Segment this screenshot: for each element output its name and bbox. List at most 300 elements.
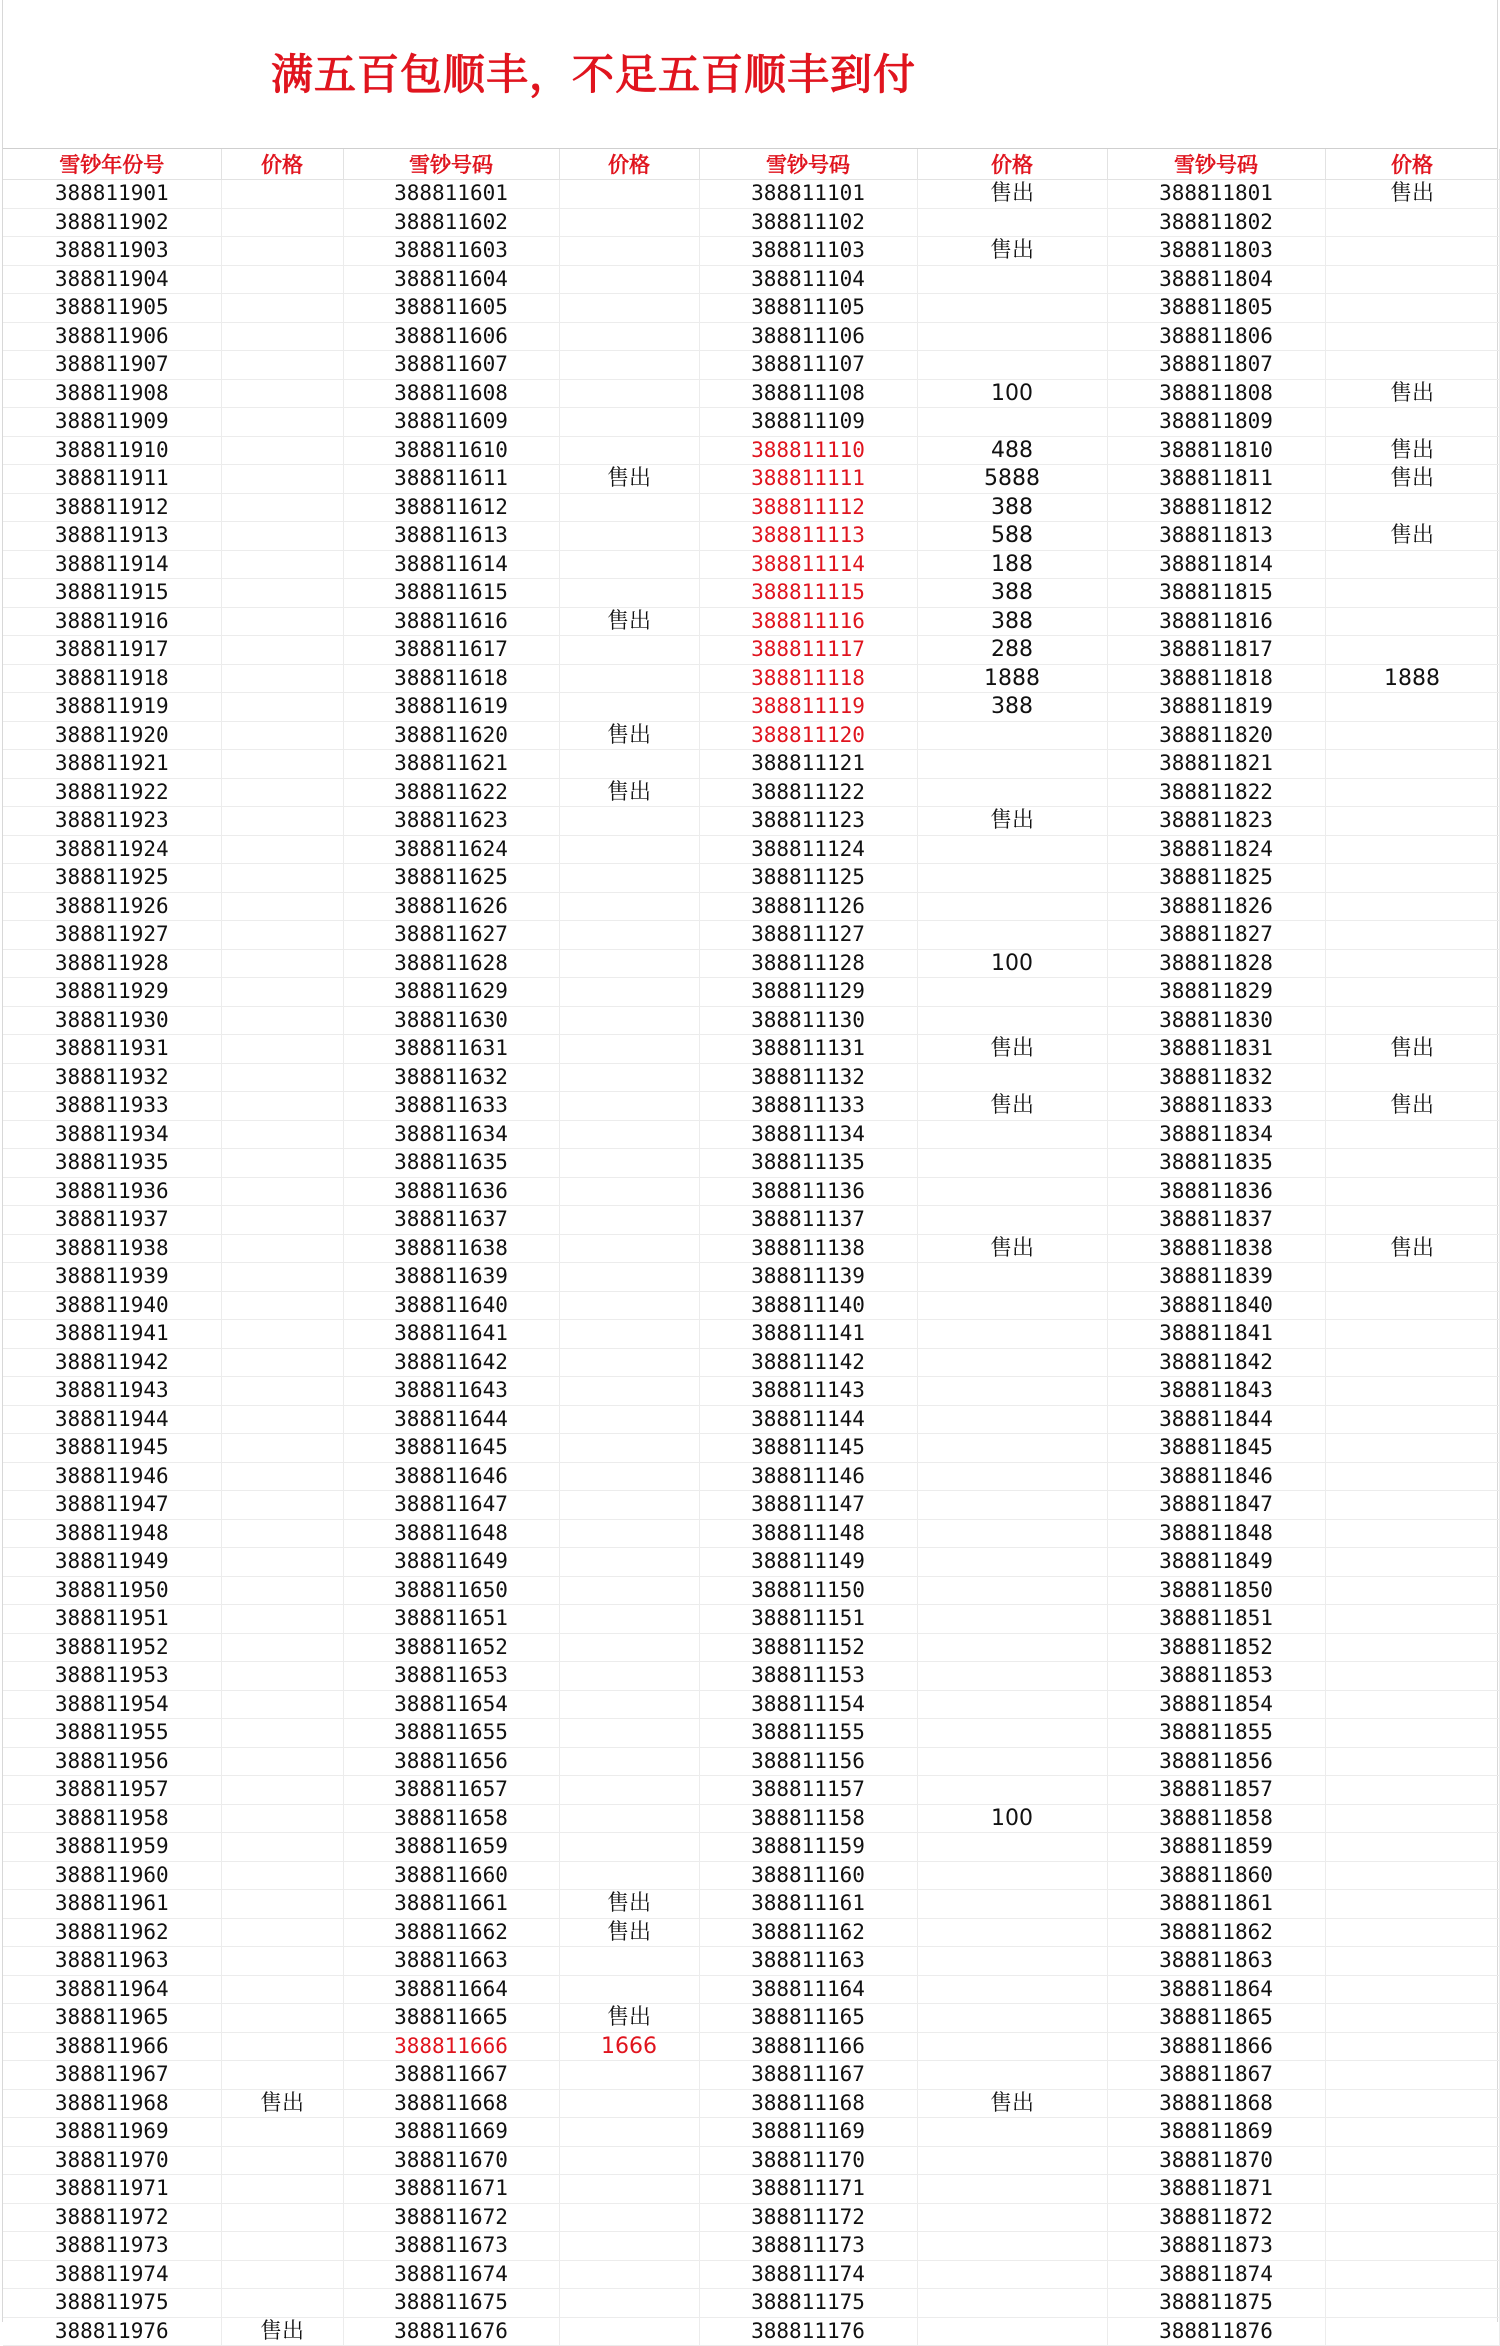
price-cell <box>917 921 1107 950</box>
price-cell <box>1325 1690 1499 1719</box>
serial-number-cell: 388811640 <box>343 1291 559 1320</box>
price-cell <box>559 1861 699 1890</box>
price-cell: 5888 <box>917 465 1107 494</box>
header-price-1: 价格 <box>221 149 343 180</box>
price-cell <box>917 1348 1107 1377</box>
serial-number-cell: 388811112 <box>699 493 917 522</box>
serial-number-cell: 388811675 <box>343 2289 559 2318</box>
price-cell <box>559 522 699 551</box>
serial-number-cell: 388811808 <box>1107 379 1325 408</box>
price-cell <box>221 1605 343 1634</box>
price-cell <box>559 493 699 522</box>
serial-number-cell: 388811116 <box>699 607 917 636</box>
serial-number-cell: 388811824 <box>1107 835 1325 864</box>
serial-number-cell: 388811655 <box>343 1719 559 1748</box>
price-cell <box>559 1177 699 1206</box>
price-cell <box>559 664 699 693</box>
serial-number-cell: 388811919 <box>3 693 221 722</box>
table-row <box>3 807 1499 836</box>
price-cell <box>221 2289 343 2318</box>
serial-number-cell: 388811917 <box>3 636 221 665</box>
table-row <box>3 2289 1499 2318</box>
price-cell: 388 <box>917 693 1107 722</box>
serial-number-cell: 388811838 <box>1107 1234 1325 1263</box>
serial-number-cell: 388811636 <box>343 1177 559 1206</box>
price-cell <box>917 721 1107 750</box>
price-cell <box>221 294 343 323</box>
price-cell <box>1325 1833 1499 1862</box>
price-cell: 售出 <box>1325 1234 1499 1263</box>
price-cell: 售出 <box>1325 180 1499 209</box>
price-cell: 售出 <box>1325 465 1499 494</box>
price-cell <box>559 1747 699 1776</box>
price-cell <box>1325 1291 1499 1320</box>
serial-number-cell: 388811976 <box>3 2317 221 2346</box>
serial-number-cell: 388811628 <box>343 949 559 978</box>
price-cell: 售出 <box>1325 1035 1499 1064</box>
serial-number-cell: 388811165 <box>699 2004 917 2033</box>
table-row <box>3 1833 1499 1862</box>
price-cell <box>917 2004 1107 2033</box>
serial-number-cell: 388811904 <box>3 265 221 294</box>
price-cell: 588 <box>917 522 1107 551</box>
serial-number-cell: 388811608 <box>343 379 559 408</box>
serial-number-cell: 388811619 <box>343 693 559 722</box>
serial-number-cell: 388811651 <box>343 1605 559 1634</box>
price-cell <box>1325 1063 1499 1092</box>
serial-number-cell: 388811865 <box>1107 2004 1325 2033</box>
serial-number-cell: 388811151 <box>699 1605 917 1634</box>
header-row <box>3 149 1499 180</box>
price-cell <box>559 294 699 323</box>
serial-number-cell: 388811617 <box>343 636 559 665</box>
table-row <box>3 949 1499 978</box>
price-cell <box>221 1177 343 1206</box>
serial-number-cell: 388811852 <box>1107 1633 1325 1662</box>
price-cell <box>917 1576 1107 1605</box>
price-cell <box>1325 1890 1499 1919</box>
table-row <box>3 2146 1499 2175</box>
price-cell: 100 <box>917 1804 1107 1833</box>
serial-number-cell: 388811853 <box>1107 1662 1325 1691</box>
serial-number-cell: 388811854 <box>1107 1690 1325 1719</box>
price-cell <box>917 351 1107 380</box>
serial-number-cell: 388811805 <box>1107 294 1325 323</box>
price-cell: 售出 <box>559 1918 699 1947</box>
serial-number-cell: 388811663 <box>343 1947 559 1976</box>
serial-number-cell: 388811855 <box>1107 1719 1325 1748</box>
serial-number-cell: 388811944 <box>3 1405 221 1434</box>
price-cell <box>917 1491 1107 1520</box>
price-cell <box>221 2061 343 2090</box>
header-price-2: 价格 <box>559 149 699 180</box>
price-cell <box>221 1377 343 1406</box>
serial-number-cell: 388811846 <box>1107 1462 1325 1491</box>
serial-number-cell: 388811170 <box>699 2146 917 2175</box>
price-cell <box>1325 750 1499 779</box>
price-cell: 188 <box>917 550 1107 579</box>
price-cell <box>1325 1120 1499 1149</box>
price-cell <box>559 892 699 921</box>
serial-number-cell: 388811823 <box>1107 807 1325 836</box>
serial-number-cell: 388811167 <box>699 2061 917 2090</box>
serial-number-cell: 388811672 <box>343 2203 559 2232</box>
price-cell: 售出 <box>559 465 699 494</box>
price-cell <box>221 693 343 722</box>
serial-number-cell: 388811916 <box>3 607 221 636</box>
price-cell: 388 <box>917 493 1107 522</box>
serial-number-cell: 388811649 <box>343 1548 559 1577</box>
table-row <box>3 265 1499 294</box>
serial-number-cell: 388811118 <box>699 664 917 693</box>
serial-number-cell: 388811912 <box>3 493 221 522</box>
table-row <box>3 2317 1499 2346</box>
price-cell <box>559 322 699 351</box>
serial-number-cell: 388811813 <box>1107 522 1325 551</box>
price-cell <box>559 1092 699 1121</box>
price-cell: 1666 <box>559 2032 699 2061</box>
serial-number-cell: 388811114 <box>699 550 917 579</box>
serial-number-cell: 388811135 <box>699 1149 917 1178</box>
serial-number-cell: 388811668 <box>343 2089 559 2118</box>
price-cell <box>221 1833 343 1862</box>
serial-number-cell: 388811923 <box>3 807 221 836</box>
serial-number-cell: 388811629 <box>343 978 559 1007</box>
serial-number-cell: 388811822 <box>1107 778 1325 807</box>
table-row <box>3 750 1499 779</box>
serial-number-cell: 388811804 <box>1107 265 1325 294</box>
serial-number-cell: 388811953 <box>3 1662 221 1691</box>
price-cell: 售出 <box>559 2004 699 2033</box>
price-cell <box>917 2232 1107 2261</box>
serial-number-cell: 388811844 <box>1107 1405 1325 1434</box>
price-cell <box>1325 265 1499 294</box>
price-cell <box>221 1348 343 1377</box>
serial-number-cell: 388811972 <box>3 2203 221 2232</box>
price-cell <box>559 579 699 608</box>
serial-number-cell: 388811963 <box>3 1947 221 1976</box>
serial-number-cell: 388811928 <box>3 949 221 978</box>
price-cell <box>221 1890 343 1919</box>
price-cell <box>221 1747 343 1776</box>
price-cell <box>917 1177 1107 1206</box>
serial-number-cell: 388811609 <box>343 408 559 437</box>
serial-number-cell: 388811975 <box>3 2289 221 2318</box>
serial-number-cell: 388811159 <box>699 1833 917 1862</box>
serial-number-cell: 388811922 <box>3 778 221 807</box>
price-cell <box>917 1918 1107 1947</box>
price-cell <box>917 2146 1107 2175</box>
serial-number-cell: 388811920 <box>3 721 221 750</box>
table-row <box>3 1605 1499 1634</box>
serial-number-cell: 388811121 <box>699 750 917 779</box>
price-cell: 售出 <box>917 237 1107 266</box>
serial-number-cell: 388811858 <box>1107 1804 1325 1833</box>
price-cell <box>1325 949 1499 978</box>
serial-number-cell: 388811158 <box>699 1804 917 1833</box>
table-row <box>3 1234 1499 1263</box>
serial-number-cell: 388811956 <box>3 1747 221 1776</box>
price-cell: 388 <box>917 579 1107 608</box>
price-cell <box>221 607 343 636</box>
serial-number-cell: 388811925 <box>3 864 221 893</box>
serial-number-cell: 388811962 <box>3 1918 221 1947</box>
price-cell <box>221 1405 343 1434</box>
serial-number-cell: 388811645 <box>343 1434 559 1463</box>
price-cell: 售出 <box>559 607 699 636</box>
price-cell <box>1325 351 1499 380</box>
serial-number-cell: 388811845 <box>1107 1434 1325 1463</box>
serial-number-cell: 388811954 <box>3 1690 221 1719</box>
price-cell <box>559 1548 699 1577</box>
price-cell <box>559 379 699 408</box>
table-row <box>3 1063 1499 1092</box>
price-cell <box>221 237 343 266</box>
serial-number-cell: 388811613 <box>343 522 559 551</box>
price-cell <box>559 2089 699 2118</box>
price-cell <box>917 2175 1107 2204</box>
serial-number-cell: 388811163 <box>699 1947 917 1976</box>
price-cell <box>559 2146 699 2175</box>
table-row <box>3 2175 1499 2204</box>
table-row <box>3 1519 1499 1548</box>
table-row <box>3 2232 1499 2261</box>
price-cell: 售出 <box>917 807 1107 836</box>
price-cell <box>1325 1006 1499 1035</box>
price-cell: 售出 <box>559 721 699 750</box>
serial-number-cell: 388811147 <box>699 1491 917 1520</box>
price-cell <box>559 408 699 437</box>
price-cell <box>917 778 1107 807</box>
serial-number-cell: 388811908 <box>3 379 221 408</box>
serial-number-cell: 388811849 <box>1107 1548 1325 1577</box>
price-cell: 100 <box>917 379 1107 408</box>
table-row <box>3 892 1499 921</box>
price-cell <box>559 864 699 893</box>
serial-number-cell: 388811873 <box>1107 2232 1325 2261</box>
serial-number-cell: 388811624 <box>343 835 559 864</box>
table-row <box>3 1890 1499 1919</box>
price-cell <box>221 1719 343 1748</box>
price-cell <box>559 1434 699 1463</box>
table-row <box>3 1690 1499 1719</box>
price-cell <box>559 1149 699 1178</box>
serial-number-cell: 388811154 <box>699 1690 917 1719</box>
serial-number-cell: 388811149 <box>699 1548 917 1577</box>
serial-number-cell: 388811946 <box>3 1462 221 1491</box>
table-row <box>3 1120 1499 1149</box>
serial-number-cell: 388811122 <box>699 778 917 807</box>
serial-number-cell: 388811625 <box>343 864 559 893</box>
price-cell: 488 <box>917 436 1107 465</box>
price-cell <box>1325 550 1499 579</box>
price-cell <box>1325 864 1499 893</box>
serial-number-cell: 388811142 <box>699 1348 917 1377</box>
serial-number-cell: 388811867 <box>1107 2061 1325 2090</box>
serial-number-cell: 388811859 <box>1107 1833 1325 1862</box>
table-row <box>3 1006 1499 1035</box>
serial-number-cell: 388811819 <box>1107 693 1325 722</box>
price-cell: 售出 <box>221 2089 343 2118</box>
price-cell <box>917 1063 1107 1092</box>
serial-number-cell: 388811662 <box>343 1918 559 1947</box>
table-row <box>3 180 1499 209</box>
serial-number-cell: 388811653 <box>343 1662 559 1691</box>
price-cell <box>221 180 343 209</box>
price-cell <box>559 1576 699 1605</box>
serial-number-cell: 388811815 <box>1107 579 1325 608</box>
serial-number-cell: 388811130 <box>699 1006 917 1035</box>
price-cell <box>917 864 1107 893</box>
serial-number-cell: 388811111 <box>699 465 917 494</box>
serial-number-cell: 388811129 <box>699 978 917 1007</box>
price-cell <box>917 1719 1107 1748</box>
serial-number-cell: 388811861 <box>1107 1890 1325 1919</box>
price-cell <box>559 1833 699 1862</box>
price-cell <box>917 208 1107 237</box>
serial-number-cell: 388811841 <box>1107 1320 1325 1349</box>
price-cell <box>917 1690 1107 1719</box>
serial-number-cell: 388811940 <box>3 1291 221 1320</box>
table-row <box>3 1491 1499 1520</box>
price-cell <box>221 1633 343 1662</box>
price-cell <box>1325 493 1499 522</box>
price-cell <box>1325 2146 1499 2175</box>
price-cell <box>1325 2061 1499 2090</box>
price-cell: 售出 <box>559 1890 699 1919</box>
serial-number-cell: 388811128 <box>699 949 917 978</box>
table-row <box>3 522 1499 551</box>
serial-number-cell: 388811969 <box>3 2118 221 2147</box>
serial-number-cell: 388811826 <box>1107 892 1325 921</box>
table-row <box>3 2004 1499 2033</box>
serial-number-cell: 388811933 <box>3 1092 221 1121</box>
serial-number-cell: 388811631 <box>343 1035 559 1064</box>
serial-number-cell: 388811164 <box>699 1975 917 2004</box>
price-cell <box>559 835 699 864</box>
price-cell <box>1325 1434 1499 1463</box>
serial-number-cell: 388811115 <box>699 579 917 608</box>
price-cell <box>1325 2175 1499 2204</box>
price-cell <box>221 949 343 978</box>
serial-number-cell: 388811153 <box>699 1662 917 1691</box>
serial-number-cell: 388811906 <box>3 322 221 351</box>
price-cell <box>1325 835 1499 864</box>
price-cell <box>559 1719 699 1748</box>
serial-number-cell: 388811935 <box>3 1149 221 1178</box>
price-cell <box>559 1405 699 1434</box>
table-row <box>3 351 1499 380</box>
serial-number-cell: 388811146 <box>699 1462 917 1491</box>
serial-number-cell: 388811930 <box>3 1006 221 1035</box>
price-cell <box>221 1918 343 1947</box>
serial-number-cell: 388811644 <box>343 1405 559 1434</box>
serial-number-cell: 388811157 <box>699 1776 917 1805</box>
serial-number-cell: 388811140 <box>699 1291 917 1320</box>
serial-number-cell: 388811952 <box>3 1633 221 1662</box>
table-row <box>3 1918 1499 1947</box>
price-cell <box>559 550 699 579</box>
price-cell <box>1325 2032 1499 2061</box>
serial-number-cell: 388811176 <box>699 2317 917 2346</box>
serial-number-cell: 388811948 <box>3 1519 221 1548</box>
serial-number-cell: 388811967 <box>3 2061 221 2090</box>
price-cell <box>559 978 699 1007</box>
price-cell <box>221 493 343 522</box>
serial-number-cell: 388811914 <box>3 550 221 579</box>
price-cell <box>221 1263 343 1292</box>
serial-number-cell: 388811627 <box>343 921 559 950</box>
serial-number-cell: 388811117 <box>699 636 917 665</box>
price-cell <box>221 2175 343 2204</box>
price-cell <box>559 237 699 266</box>
serial-number-cell: 388811864 <box>1107 1975 1325 2004</box>
price-cell <box>559 2317 699 2346</box>
serial-number-cell: 388811842 <box>1107 1348 1325 1377</box>
price-cell: 售出 <box>559 778 699 807</box>
table-row <box>3 1177 1499 1206</box>
table-row <box>3 1291 1499 1320</box>
table-row <box>3 1861 1499 1890</box>
serial-number-cell: 388811827 <box>1107 921 1325 950</box>
price-cell <box>221 1291 343 1320</box>
serial-number-cell: 388811871 <box>1107 2175 1325 2204</box>
table-row <box>3 493 1499 522</box>
serial-number-cell: 388811807 <box>1107 351 1325 380</box>
price-cell <box>221 1063 343 1092</box>
price-cell <box>559 265 699 294</box>
serial-number-cell: 388811820 <box>1107 721 1325 750</box>
serial-number-cell: 388811639 <box>343 1263 559 1292</box>
price-cell <box>1325 693 1499 722</box>
table-row <box>3 237 1499 266</box>
price-cell <box>221 1320 343 1349</box>
table-row <box>3 1975 1499 2004</box>
price-cell <box>1325 1206 1499 1235</box>
serial-number-cell: 388811674 <box>343 2260 559 2289</box>
serial-number-cell: 388811673 <box>343 2232 559 2261</box>
serial-number-cell: 388811145 <box>699 1434 917 1463</box>
price-cell <box>1325 2004 1499 2033</box>
serial-number-cell: 388811137 <box>699 1206 917 1235</box>
serial-number-cell: 388811637 <box>343 1206 559 1235</box>
serial-number-cell: 388811101 <box>699 180 917 209</box>
price-cell <box>917 2061 1107 2090</box>
price-cell: 售出 <box>1325 379 1499 408</box>
price-cell <box>917 1462 1107 1491</box>
serial-number-cell: 388811913 <box>3 522 221 551</box>
price-cell <box>221 721 343 750</box>
serial-number-cell: 388811635 <box>343 1149 559 1178</box>
serial-number-cell: 388811643 <box>343 1377 559 1406</box>
price-cell <box>1325 1519 1499 1548</box>
price-cell <box>559 1035 699 1064</box>
price-cell <box>1325 2317 1499 2346</box>
price-cell <box>1325 1149 1499 1178</box>
price-cell <box>1325 1804 1499 1833</box>
serial-number-cell: 388811835 <box>1107 1149 1325 1178</box>
price-cell <box>559 1006 699 1035</box>
price-cell <box>1325 1405 1499 1434</box>
price-cell <box>917 2203 1107 2232</box>
serial-number-cell: 388811831 <box>1107 1035 1325 1064</box>
serial-number-cell: 388811863 <box>1107 1947 1325 1976</box>
price-cell <box>221 1690 343 1719</box>
price-cell <box>221 864 343 893</box>
table-row <box>3 2032 1499 2061</box>
table-row <box>3 436 1499 465</box>
serial-number-cell: 388811633 <box>343 1092 559 1121</box>
